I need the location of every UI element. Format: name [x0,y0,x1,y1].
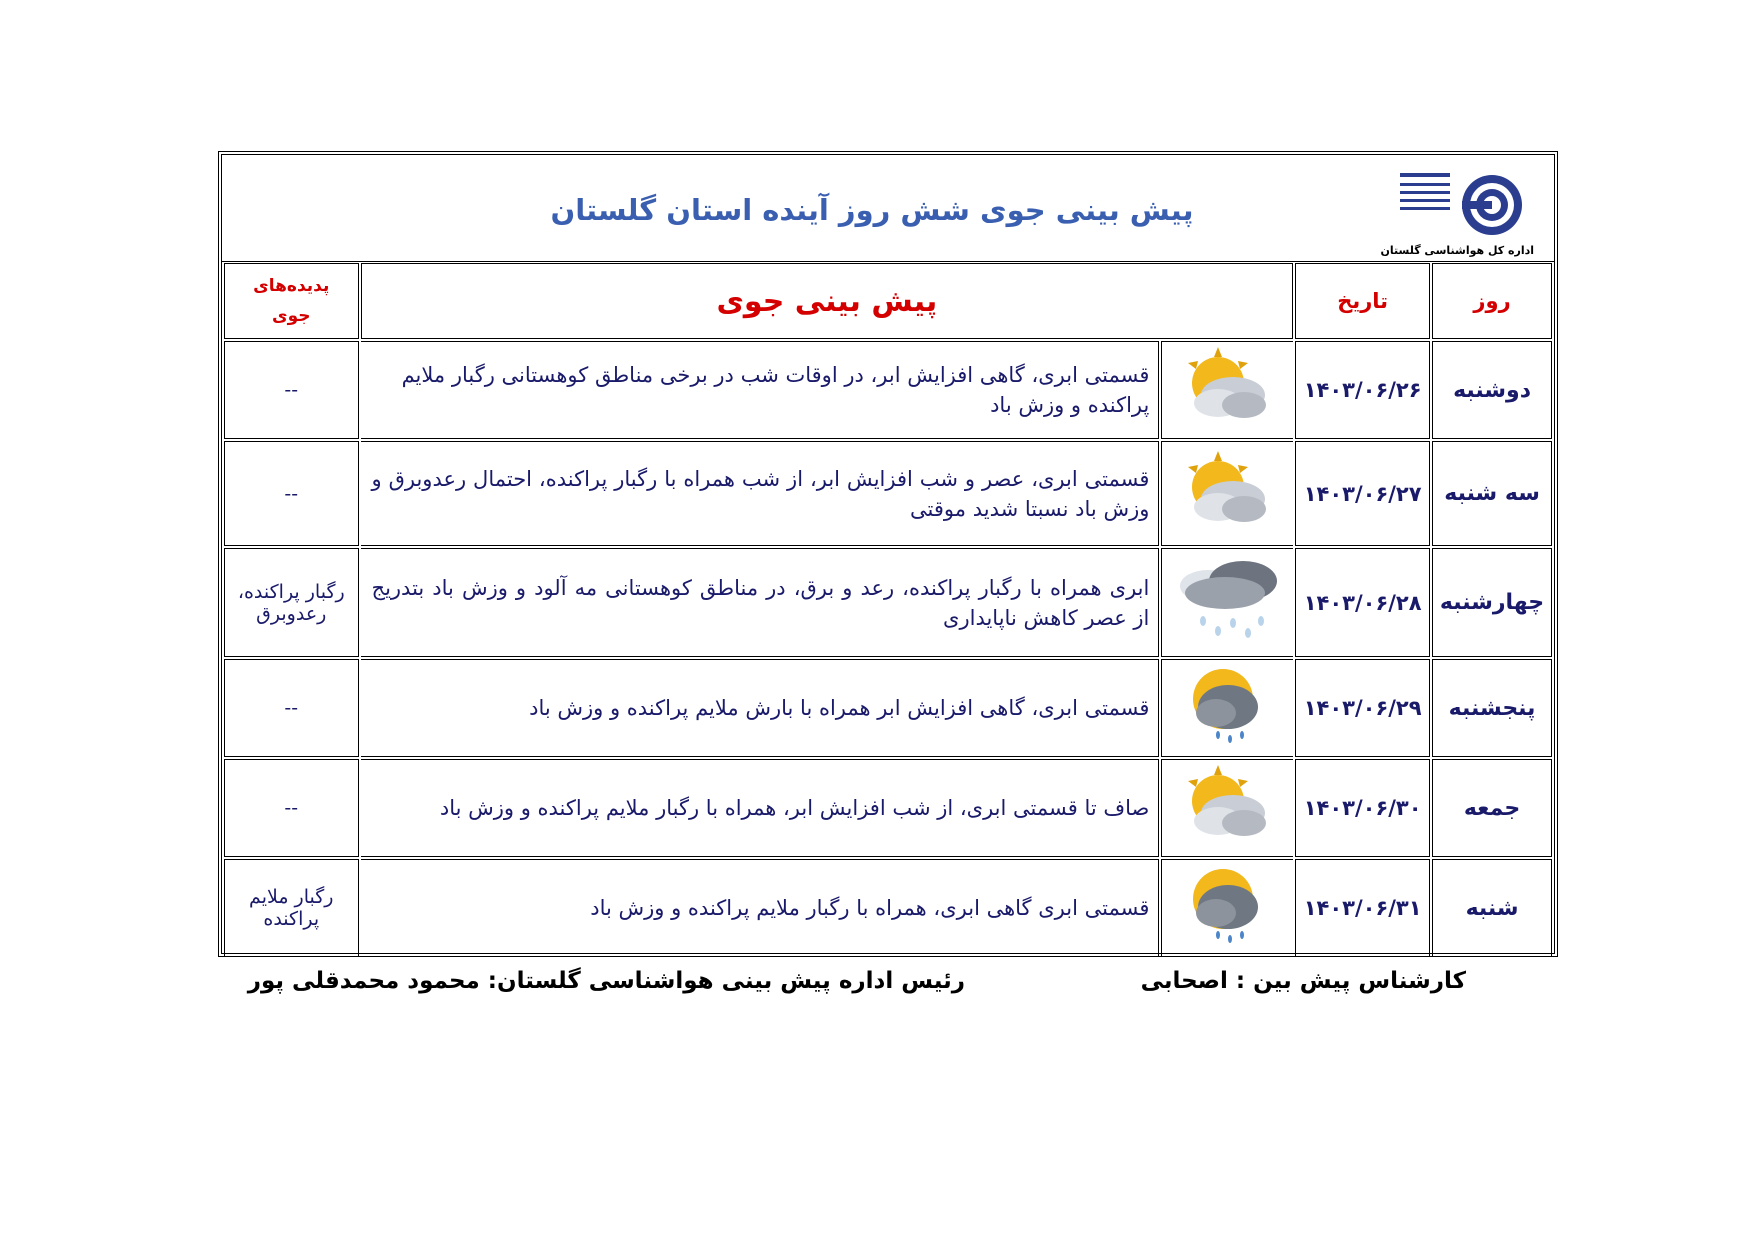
logo-emblem-icon [1392,163,1540,243]
phenomena-cell: رگبار ملایم پراکنده [224,859,359,957]
table-row [224,659,1552,757]
date-cell: ۱۴۰۳/۰۶/۲۶ [1295,341,1430,439]
day-cell: جمعه [1432,759,1552,857]
forecast-cell: ابری همراه با رگبار پراکنده، رعد و برق، در مناطق کوهستانی مه آلود و وزش باد بتدریج از عصر کاهش ناپایداری [361,548,1160,657]
partly-cloudy-icon [1161,759,1293,857]
table-header-row [224,263,1552,339]
partly-cloudy-icon [1161,341,1293,439]
header-forecast: پیش بینی جوی [361,263,1294,339]
day-cell: شنبه [1432,859,1552,957]
day-cell: سه شنبه [1432,441,1552,546]
day-cell: دوشنبه [1432,341,1552,439]
rain-cloud-icon [1161,548,1293,657]
day-cell: پنجشنبه [1432,659,1552,757]
header-date: تاریخ [1295,263,1430,339]
forecast-cell: قسمتی ابری گاهی ابری، همراه با رگبار ملایم پراکنده و وزش باد [361,859,1160,957]
phenomena-cell: -- [224,759,359,857]
header-day: روز [1432,263,1552,339]
phenomena-cell: رگبار پراکنده، رعدوبرق [224,548,359,657]
date-cell: ۱۴۰۳/۰۶/۳۱ [1295,859,1430,957]
table-row [224,859,1552,957]
title-row [222,155,1554,262]
organization-logo [1380,163,1540,259]
phenomena-cell: -- [224,441,359,546]
table-row [224,759,1552,857]
forecast-cell: قسمتی ابری، گاهی افزایش ابر همراه با بارش ملایم پراکنده و وزش باد [361,659,1160,757]
page-title: پیش بینی جوی شش روز آینده استان گلستان [550,193,1194,227]
date-cell: ۱۴۰۳/۰۶/۲۹ [1295,659,1430,757]
partly-cloudy-icon [1161,441,1293,546]
header-phenomena: پدیده‌های جوی [224,263,359,339]
forecast-cell: قسمتی ابری، عصر و شب افزایش ابر، از شب همراه با رگبار پراکنده، احتمال رعدوبرق و وزش باد نسبتا شدید موقتی [361,441,1160,546]
sun-cloud-rain-icon [1161,859,1293,957]
forecast-table [222,261,1554,959]
department-head-signature: رئیس اداره پیش بینی هواشناسی گلستان: محمود محمدقلی پور [247,968,965,994]
date-cell: ۱۴۰۳/۰۶/۲۸ [1295,548,1430,657]
phenomena-cell: -- [224,659,359,757]
date-cell: ۱۴۰۳/۰۶/۲۷ [1295,441,1430,546]
logo-caption: اداره کل هواشناسی گلستان [1380,244,1534,257]
table-row [224,441,1552,546]
forecast-inner-frame [221,154,1555,954]
date-cell: ۱۴۰۳/۰۶/۳۰ [1295,759,1430,857]
forecast-cell: صاف تا قسمتی ابری، از شب افزایش ابر، همراه با رگبار ملایم پراکنده و وزش باد [361,759,1160,857]
sun-cloud-rain-icon [1161,659,1293,757]
day-cell: چهارشنبه [1432,548,1552,657]
forecaster-signature: کارشناس پیش بین : اصحابی [1140,968,1466,994]
forecast-cell: قسمتی ابری، گاهی افزایش ابر، در اوقات شب در برخی مناطق کوهستانی رگبار ملایم پراکنده و وزش باد [361,341,1160,439]
table-row [224,341,1552,439]
forecast-frame [218,151,1558,957]
table-row [224,548,1552,657]
phenomena-cell: -- [224,341,359,439]
